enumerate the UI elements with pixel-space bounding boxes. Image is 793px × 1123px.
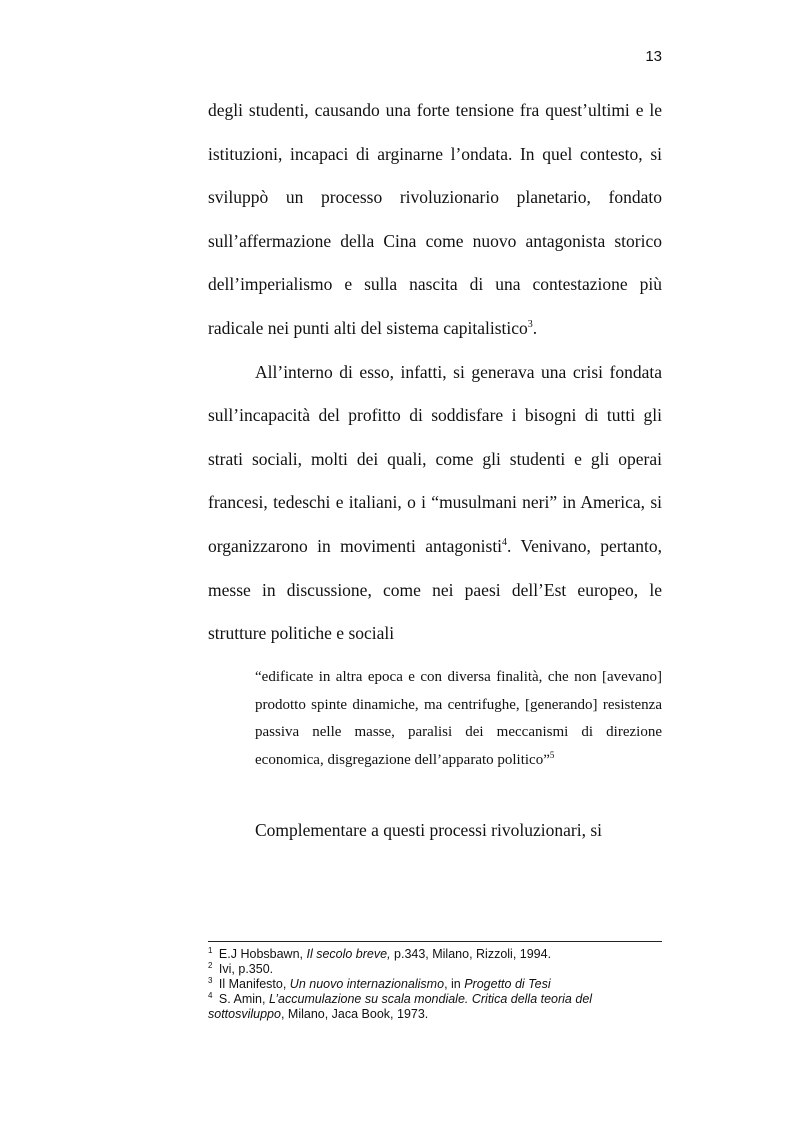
- paragraph-1: [208, 89, 662, 351]
- footnote-number: 3: [208, 976, 213, 985]
- body-text: [208, 89, 662, 853]
- block-quote: [255, 656, 662, 775]
- footnote-4: [208, 992, 662, 1022]
- footnote-title: Un nuovo internazionalismo: [289, 977, 445, 991]
- footnote-details: , in: [444, 977, 465, 991]
- paragraph-3: [208, 809, 662, 853]
- paragraph-2-text-b: . Venivano, pertanto, messe in discussione, come nei paesi dell’Est europeo, le strutture politiche e sociali: [208, 535, 662, 644]
- footnote-title-2: Progetto di Tesi: [464, 977, 551, 991]
- footnote-author: S. Amin,: [215, 992, 269, 1006]
- footnote-ref-4: 4: [502, 536, 508, 548]
- footnote-3: [208, 977, 662, 992]
- footnote-number: 4: [208, 991, 213, 1000]
- paragraph-1-text: degli studenti, causando una forte tensione fra quest’ultimi e le istituzioni, incapaci di arginarne l’ondata. In quel contesto, si sviluppò un processo rivoluzionario planetario, fondato sull’affermazione della Cina come nuovo antagonista storico dell’imperialismo e sulla nascita di una contestazione più radicale nei punti alti del sistema capitalistico: [208, 100, 662, 338]
- footnote-author: Il Manifesto,: [215, 977, 290, 991]
- footnote-author: E.J Hobsbawn,: [215, 947, 307, 961]
- footnote-2: [208, 962, 662, 977]
- footnote-title: L’accumulazione su scala mondiale. Critica della teoria del sottosviluppo: [208, 992, 593, 1021]
- footnote-ref-3: 3: [527, 318, 533, 330]
- footnote-title: Il secolo breve,: [306, 947, 391, 961]
- footnotes: [208, 947, 662, 1022]
- footnote-details: , Milano, Jaca Book, 1973.: [280, 1007, 429, 1021]
- block-quote-text: “edificate in altra epoca e con diversa finalità, che non [avevano] prodotto spinte dinamiche, ma centrifughe, [generando] resistenza passiva nelle masse, paralisi dei meccanismi di direzione economica, disgregazione dell’apparato politico”: [255, 668, 662, 769]
- footnote-author: Ivi, p.350.: [215, 962, 274, 976]
- footnote-divider: [208, 941, 662, 942]
- paragraph-1-end: .: [532, 317, 538, 338]
- paragraph-2-text-a: All’interno di esso, infatti, si generava una crisi fondata sull’incapacità del profitto di soddisfare i bisogni di tutti gli strati sociali, molti dei quali, come gli studenti e gli operai francesi, tedeschi e italiani, o i “musulmani neri” in America, si organizzarono in movimenti antagonisti: [208, 361, 662, 556]
- paragraph-3-text: Complementare a questi processi rivoluzionari, si: [255, 819, 602, 840]
- footnote-details: p.343, Milano, Rizzoli, 1994.: [390, 947, 552, 961]
- footnote-1: [208, 947, 662, 962]
- footnote-number: 2: [208, 961, 213, 970]
- page-number: 13: [645, 48, 662, 65]
- paragraph-2: [208, 351, 662, 656]
- footnote-number: 1: [208, 946, 213, 955]
- footnote-ref-5: 5: [549, 750, 555, 761]
